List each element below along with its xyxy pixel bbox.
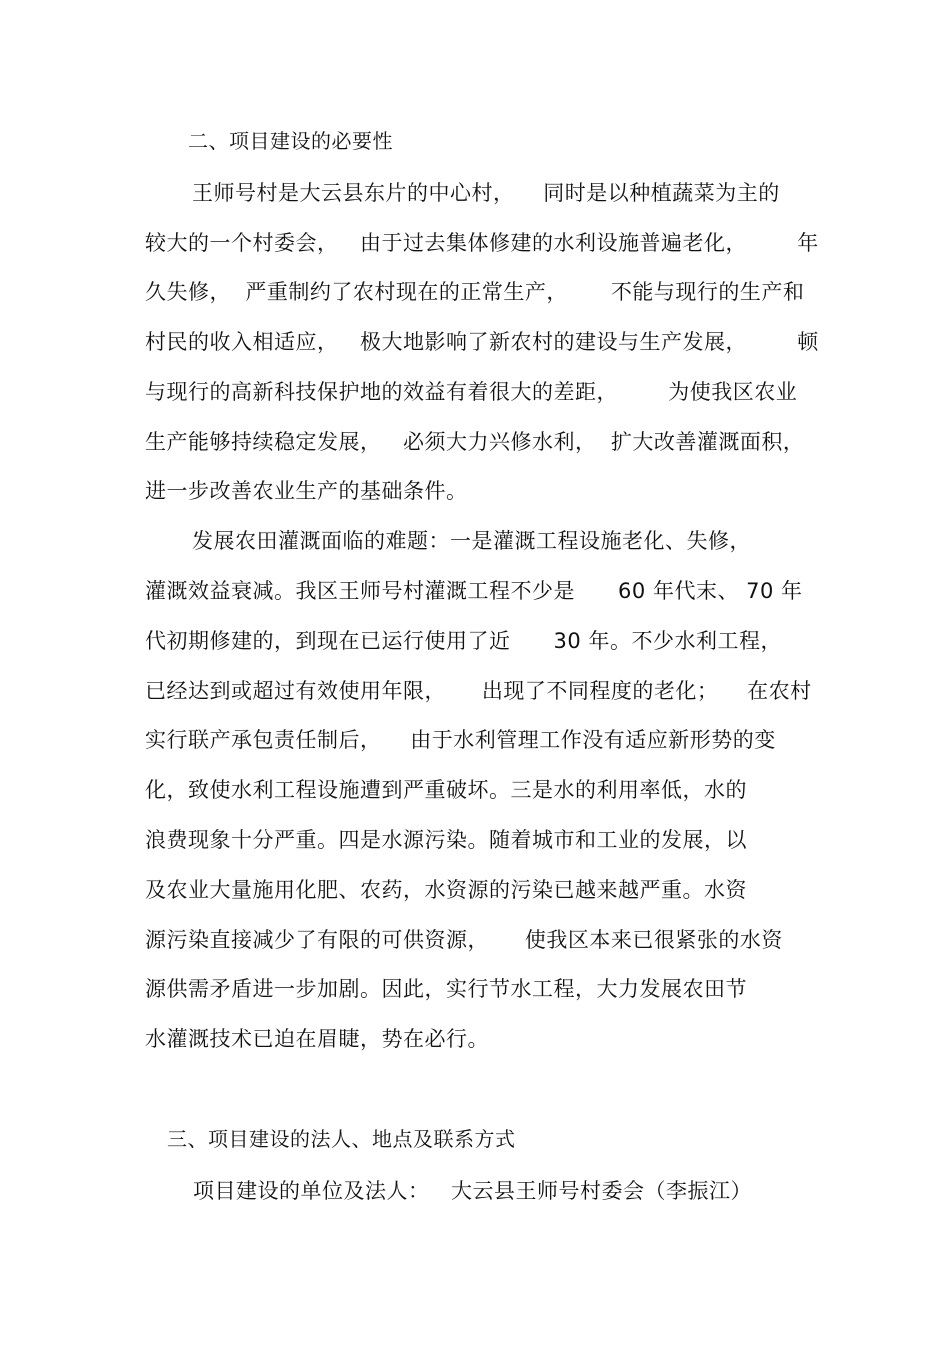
paragraph-line: 浪费现象十分严重。四是水源污染。随着城市和工业的发展，以: [145, 828, 747, 852]
paragraph-line: 王师号村是大云县东片的中心村， 同时是以种植蔬菜为主的: [192, 181, 780, 205]
paragraph-line: 代初期修建的，到现在已运行使用了近 30 年。不少水利工程，: [145, 629, 782, 653]
paragraph-line: 已经达到或超过有效使用年限， 出现了不同程度的老化； 在农村: [145, 679, 812, 703]
paragraph-line: 村民的收入相适应， 极大地影响了新农村的建设与生产发展， 顿: [145, 330, 819, 354]
paragraph-line: 及农业大量施用化肥、农药，水资源的污染已越来越严重。水资: [145, 878, 747, 902]
paragraph-line: 发展农田灌溉面临的难题：一是灌溉工程设施老化、失修，: [192, 529, 751, 553]
paragraph-line: 进一步改善农业生产的基础条件。: [145, 479, 468, 503]
paragraph-line: 实行联产承包责任制后， 由于水利管理工作没有适应新形势的变: [145, 728, 776, 752]
paragraph-line: 水灌溉技术已迫在眉睫，势在必行。: [145, 1027, 489, 1051]
paragraph-line: 与现行的高新科技保护地的效益有着很大的差距， 为使我区农业: [145, 380, 798, 404]
project-unit-line: 项目建设的单位及法人： 大云县王师号村委会（李振江）: [193, 1179, 753, 1203]
section-3-heading: 三、项目建设的法人、地点及联系方式: [167, 1127, 516, 1151]
paragraph-line: 化，致使水利工程设施遭到严重破坏。三是水的利用率低，水的: [145, 778, 747, 802]
section-2-heading: 二、项目建设的必要性: [188, 129, 393, 153]
paragraph-line: 灌溉效益衰减。我区王师号村灌溉工程不少是 60 年代末、 70 年: [145, 579, 803, 603]
paragraph-line: 较大的一个村委会， 由于过去集体修建的水利设施普遍老化， 年: [145, 231, 819, 255]
paragraph-line: 生产能够持续稳定发展， 必须大力兴修水利， 扩大改善灌溉面积，: [145, 430, 805, 454]
paragraph-line: 久失修， 严重制约了农村现在的正常生产， 不能与现行的生产和: [145, 280, 805, 304]
paragraph-line: 源污染直接减少了有限的可供资源， 使我区本来已很紧张的水资: [145, 928, 783, 952]
paragraph-line: 源供需矛盾进一步加剧。因此，实行节水工程，大力发展农田节: [145, 977, 747, 1001]
